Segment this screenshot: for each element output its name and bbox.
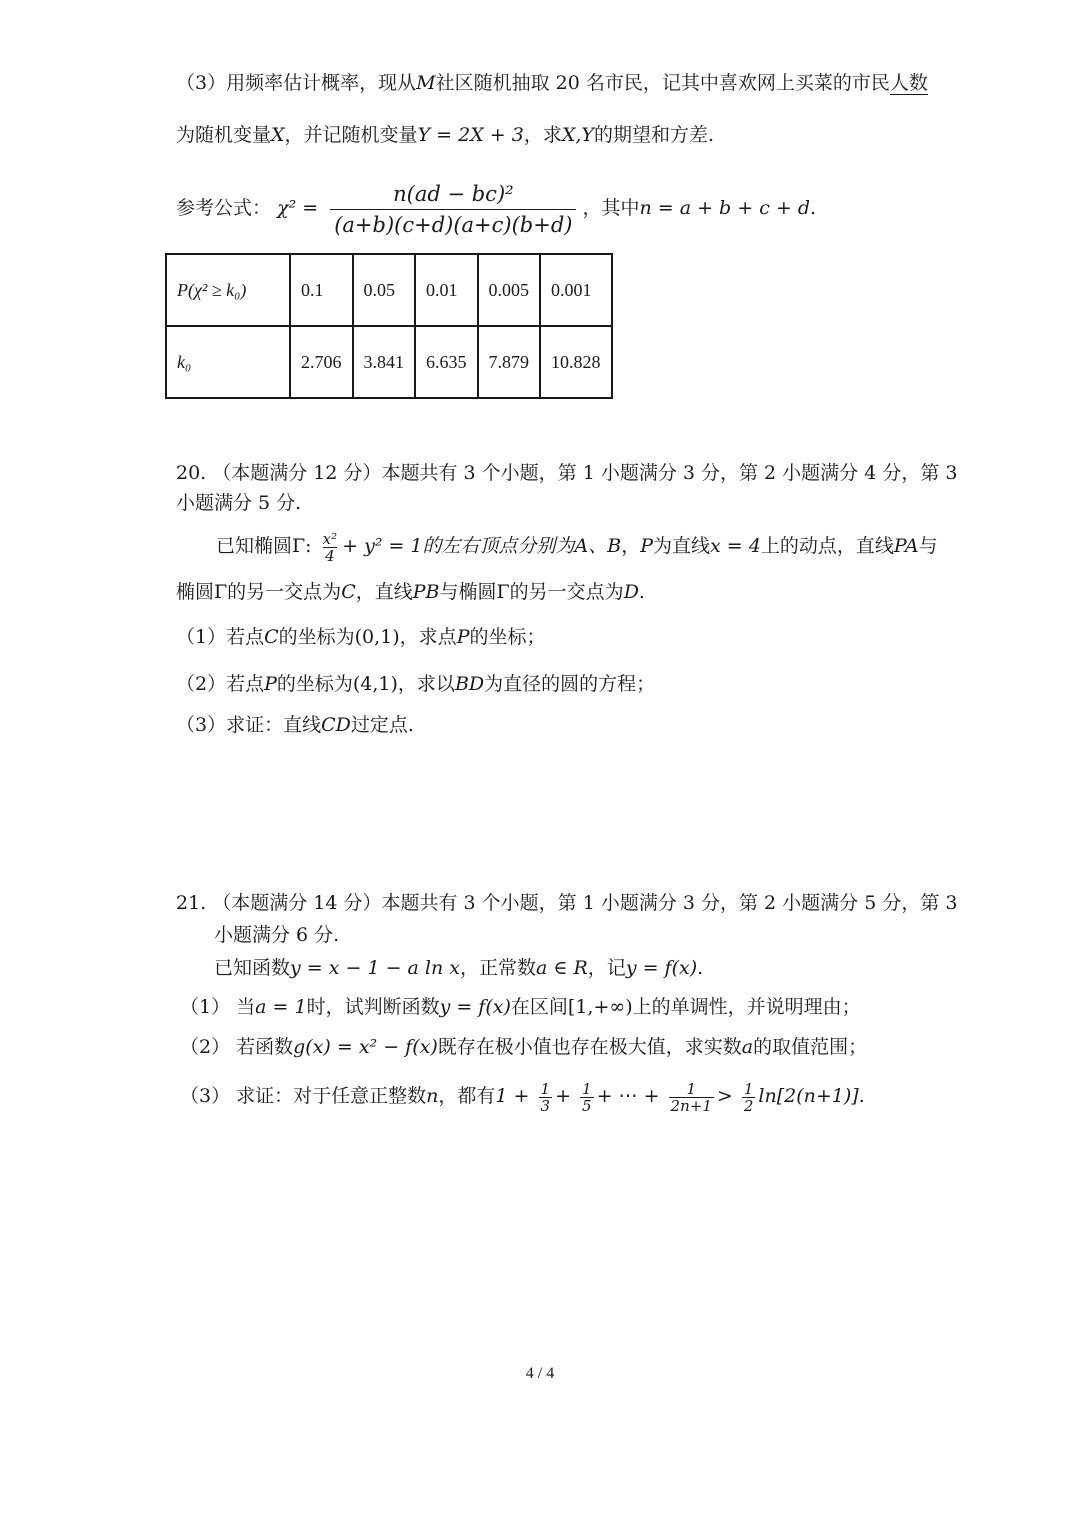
- text: 已知函数: [214, 957, 291, 979]
- var-P: P: [456, 626, 470, 648]
- text: +: [555, 1085, 571, 1107]
- fraction-denominator: (a+b)(c+d)(a+c)(b+d): [330, 209, 576, 240]
- q20-part1: [176, 622, 546, 652]
- text: 在区间: [510, 996, 568, 1018]
- formula-a-in-R: a ∈ R: [536, 957, 588, 979]
- var-a: a: [741, 1036, 754, 1058]
- table-cell: 0.1: [290, 254, 353, 326]
- var-C: C: [341, 581, 356, 603]
- vars-XY: X,Y: [561, 124, 594, 146]
- text: + y² = 1的左右顶点分别为: [342, 535, 575, 557]
- table-cell: 6.635: [415, 326, 478, 398]
- text: ，: [621, 535, 641, 557]
- text: （3） 求证：对于任意正整数: [180, 1085, 427, 1107]
- q20-part2: [176, 669, 655, 699]
- text: .: [697, 957, 704, 979]
- table-row: [166, 254, 612, 326]
- text-underlined: 人数: [889, 72, 928, 94]
- fraction: [580, 1081, 594, 1114]
- fraction-denominator: 5: [582, 1096, 592, 1115]
- text: 的坐标；: [469, 626, 546, 648]
- text: ，其中: [582, 197, 640, 219]
- text: .: [810, 197, 817, 219]
- formula-gx: g(x) = x² − f(x): [293, 1036, 438, 1058]
- text: 的坐标为(4,1)，求以: [276, 673, 455, 695]
- fraction-denominator: 2n+1: [670, 1096, 712, 1115]
- text: 既存在极小值也存在极大值，求实数: [437, 1036, 742, 1058]
- text: （2） 若函数: [180, 1036, 294, 1058]
- reference-formula: [176, 178, 816, 240]
- text: 为随机变量: [176, 124, 272, 146]
- fraction-numerator: x²: [322, 529, 338, 548]
- formula-ln: ln[2(n+1)].: [758, 1085, 865, 1107]
- fraction: [742, 1081, 756, 1114]
- q19-part3-line2: [176, 120, 714, 150]
- q21-part3: [180, 1076, 865, 1116]
- table-cell: 2.706: [290, 326, 353, 398]
- text: ，并记随机变量: [284, 124, 418, 146]
- q21-part1: [180, 992, 861, 1022]
- text: 已知椭圆Γ:: [216, 535, 312, 557]
- text: 上的动点，直线: [760, 535, 894, 557]
- q19-part3-line1: [176, 68, 928, 98]
- text: ，记: [587, 957, 626, 979]
- text: 时，试判断函数: [306, 996, 440, 1018]
- fraction-denominator: 3: [540, 1096, 551, 1115]
- table-cell: 7.879: [478, 326, 541, 398]
- table-cell: 0.05: [353, 254, 416, 326]
- table-header-k: k₀: [166, 326, 290, 398]
- fraction-numerator: 1: [686, 1079, 696, 1098]
- q20-stem-line1: [216, 526, 938, 566]
- text: （3）求证：直线: [176, 714, 322, 736]
- text: ，都有: [438, 1085, 496, 1107]
- q21-heading-2: 小题满分 6 分.: [214, 924, 340, 946]
- q21-heading-1: 21. （本题满分 14 分）本题共有 3 个小题，第 1 小题满分 3 分，第 2 小题满分 5 分，第 3: [176, 892, 958, 914]
- table-cell: 0.001: [540, 254, 612, 326]
- text: 的取值范围；: [753, 1036, 868, 1058]
- formula-fx: y = f(x): [439, 996, 511, 1018]
- ref-label: 参考公式：: [176, 197, 272, 219]
- fraction-denominator: 4: [325, 546, 335, 565]
- fraction-numerator: 1: [540, 1079, 551, 1098]
- q20-heading-2: 小题满分 5 分.: [176, 492, 302, 514]
- table-cell: 0.005: [478, 254, 541, 326]
- text: 的期望和方差.: [593, 124, 714, 146]
- q20-stem-line2: [176, 577, 645, 607]
- var-P: P: [640, 535, 654, 557]
- formula-a1: a = 1: [255, 996, 307, 1018]
- table-cell: 10.828: [540, 326, 612, 398]
- text: （1）若点: [176, 626, 265, 648]
- var-X: X: [271, 124, 285, 146]
- q20-heading-1: 20. （本题满分 12 分）本题共有 3 个小题，第 1 小题满分 3 分，第 2 小题满分 4 分，第 3: [176, 462, 958, 484]
- text: + ⋯ +: [596, 1085, 660, 1107]
- table-row: [166, 326, 612, 398]
- text: 上的单调性，并说明理由；: [632, 996, 861, 1018]
- fraction: [669, 1081, 714, 1114]
- text: （2）若点: [176, 673, 265, 695]
- text: 的坐标为(0,1)，求点: [278, 626, 457, 648]
- var-BD: BD: [454, 673, 485, 695]
- fraction: [321, 531, 339, 564]
- text: 为直线: [653, 535, 711, 557]
- text: 与: [918, 535, 938, 557]
- formula-x4: x = 4: [710, 535, 761, 557]
- text: ，直线: [355, 581, 413, 603]
- var-n: n: [426, 1085, 439, 1107]
- var-D: D: [623, 581, 639, 603]
- text: （3）用频率估计概率，现从: [176, 72, 417, 94]
- var-AB: A、B: [574, 535, 622, 557]
- var-C: C: [264, 626, 279, 648]
- fraction-denominator: 2: [743, 1096, 754, 1115]
- text: 与椭圆Γ的另一交点为: [439, 581, 624, 603]
- text: 社区随机抽取 20 名市民，记其中喜欢网上买菜的市民: [435, 72, 890, 94]
- chi-square-symbol: χ² =: [277, 197, 319, 219]
- chi-square-critical-table: [165, 253, 613, 399]
- formula-interval: [1,+∞): [567, 996, 633, 1018]
- table-cell: 3.841: [353, 326, 416, 398]
- var-CD: CD: [321, 714, 351, 736]
- fraction-numerator: 1: [582, 1079, 592, 1098]
- formula-n: n = a + b + c + d: [639, 197, 811, 219]
- q20-part3: [176, 710, 414, 740]
- formula-sum-start: 1 +: [495, 1085, 530, 1107]
- fraction: [539, 1081, 553, 1114]
- text: >: [716, 1085, 733, 1107]
- table-cell: 0.01: [415, 254, 478, 326]
- text: 椭圆Γ的另一交点为: [176, 581, 342, 603]
- formula-Y: Y = 2X + 3: [417, 124, 524, 146]
- text: 过定点.: [350, 714, 414, 736]
- q21-stem: [214, 953, 703, 983]
- var-M: M: [416, 72, 436, 94]
- var-PA: PA: [893, 535, 919, 557]
- q21-part2: [180, 1032, 867, 1062]
- var-P: P: [264, 673, 277, 695]
- page-number: 4 / 4: [525, 1365, 555, 1382]
- text: 为直径的圆的方程；: [484, 673, 656, 695]
- var-PB: PB: [412, 581, 440, 603]
- formula-function: y = x − 1 − a ln x: [290, 957, 460, 979]
- fraction-numerator: n(ad − bc)²: [393, 181, 514, 206]
- text: .: [638, 581, 645, 603]
- formula-fx: y = f(x): [625, 957, 698, 979]
- chi-square-fraction: [330, 179, 576, 240]
- fraction-numerator: 1: [743, 1079, 754, 1098]
- table-header-p: P(χ² ≥ k₀): [166, 254, 290, 326]
- text: （1） 当: [180, 996, 256, 1018]
- text: ，正常数: [460, 957, 537, 979]
- text: ，求: [523, 124, 562, 146]
